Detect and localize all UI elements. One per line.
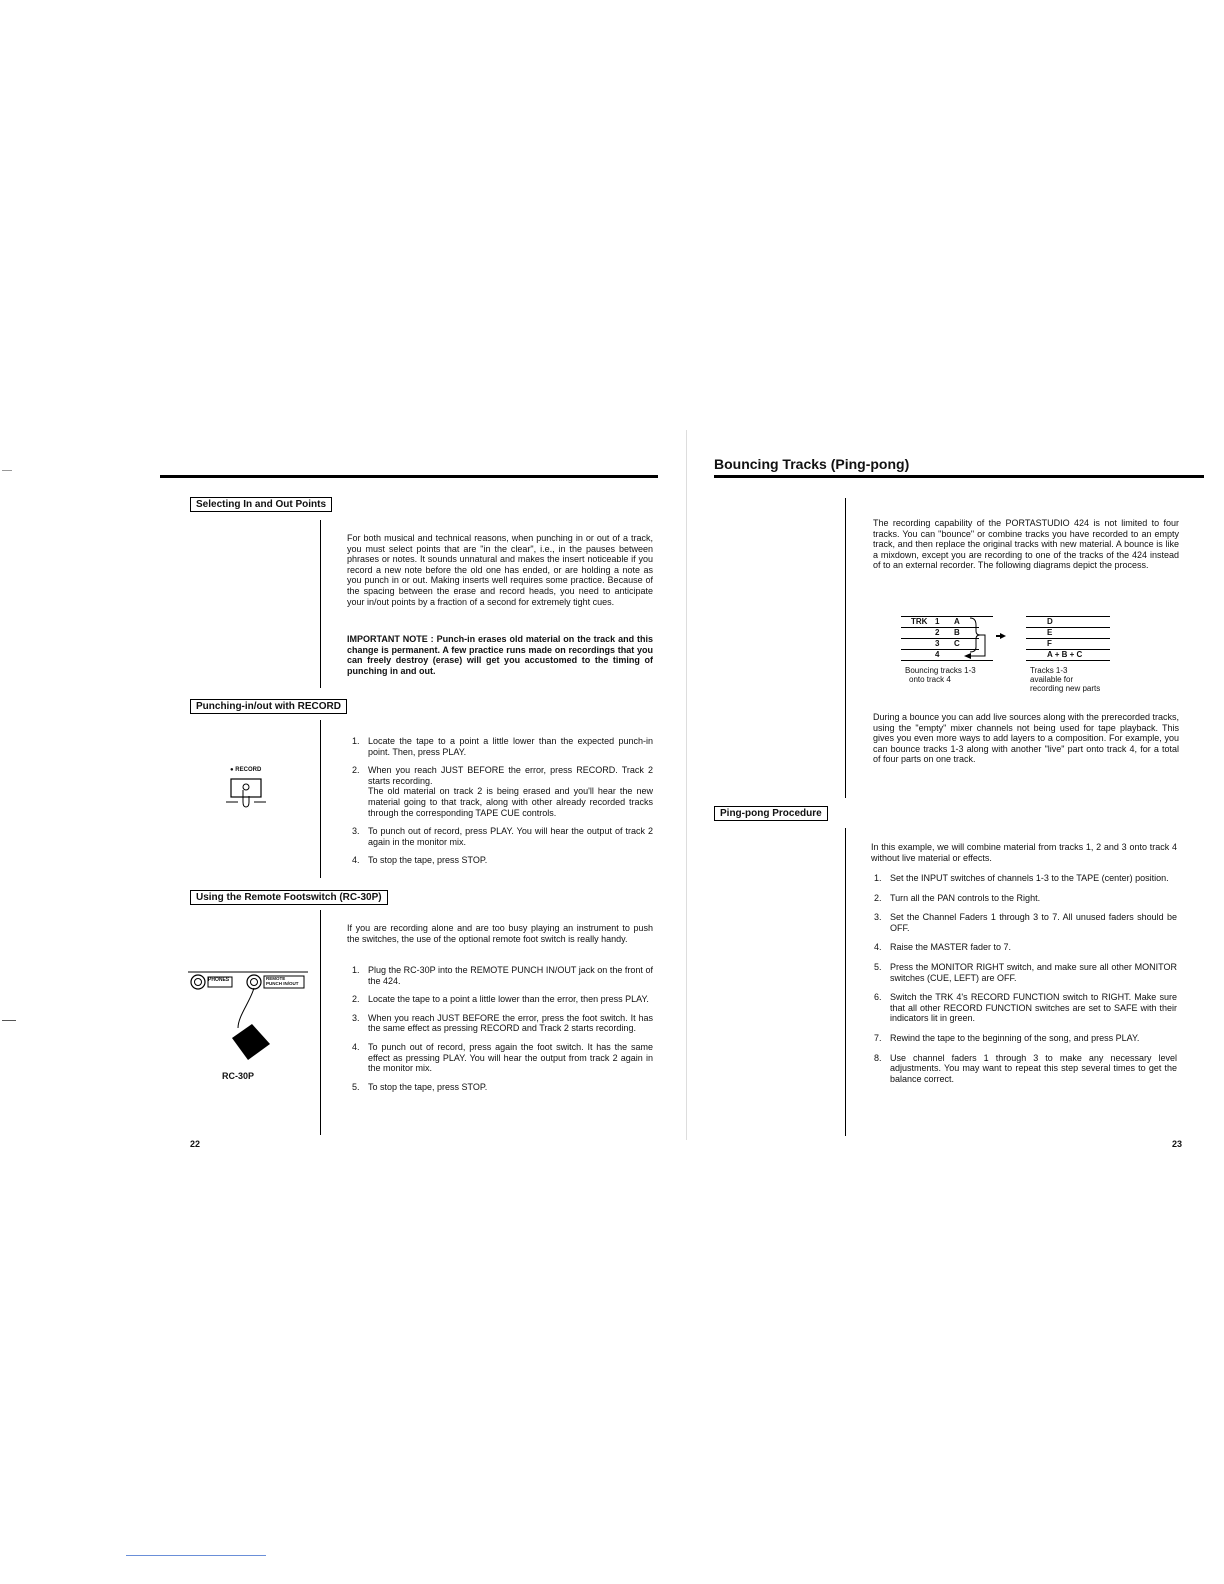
track-content: C bbox=[954, 639, 960, 648]
list-item bbox=[874, 873, 1177, 884]
list-item bbox=[352, 765, 653, 818]
list-item bbox=[874, 962, 1177, 983]
step-text: Set the INPUT switches of channels 1-3 to the TAPE (center) position. bbox=[890, 873, 1169, 883]
title-main: Bouncing Tracks bbox=[714, 456, 827, 472]
bounce-bracket-icon bbox=[960, 617, 1020, 663]
paragraph: For both musical and technical reasons, when punching in or out of a track, you must select points that are "in the clear", i.e., in the pauses between phrases or notes. It sounds unnatural and makes the insert noticeable if you record a new note before the old one has ended, or are holding a note as you punch in or out. Making inserts well requires some practice. Because of the spacing between the erase and record heads, you need to anticipate your in/out points by a fraction of a second for extremely tight cues. bbox=[347, 533, 653, 607]
step-text: Switch the TRK 4's RECORD FUNCTION switch to RIGHT. Make sure that all other RECORD FUNCTION switches are set to SAFE with their indicators lit in green. bbox=[890, 992, 1177, 1024]
list-item bbox=[874, 912, 1177, 933]
step-number: 5. bbox=[874, 961, 882, 972]
track-number: 3 bbox=[935, 639, 940, 648]
step-number: 3. bbox=[874, 912, 882, 923]
step-text: Plug the RC-30P into the REMOTE PUNCH IN/OUT jack on the front of the 424. bbox=[368, 965, 653, 986]
header-rule bbox=[714, 475, 1204, 478]
column-divider bbox=[320, 720, 321, 878]
left-caption bbox=[905, 666, 976, 684]
list-item bbox=[352, 994, 653, 1005]
step-text: Locate the tape to a point a little lower than the error, then press PLAY. bbox=[368, 994, 649, 1005]
margin-mark bbox=[2, 470, 12, 471]
record-label: ● RECORD bbox=[230, 767, 262, 773]
remote-label-line: REMOTE bbox=[266, 976, 286, 981]
step-number: 1. bbox=[352, 736, 360, 746]
step-text: When you reach JUST BEFORE the error, press the foot switch. It has the same effect as pressing RECORD and Track 2 starts recording. bbox=[368, 1012, 653, 1034]
section-heading-selecting: Selecting In and Out Points bbox=[190, 497, 332, 512]
pedal-label: RC-30P bbox=[222, 1071, 255, 1081]
step-text: Press the MONITOR RIGHT switch, and make sure all other MONITOR switches (CUE, LEFT) are OFF. bbox=[890, 961, 1177, 983]
track-number: 4 bbox=[935, 650, 940, 659]
section-heading-footswitch: Using the Remote Footswitch (RC-30P) bbox=[190, 890, 388, 905]
track-content: E bbox=[1047, 628, 1053, 637]
list-item bbox=[352, 1013, 653, 1034]
remote-label-line: PUNCH IN/OUT bbox=[266, 981, 299, 986]
scan-artifact-line bbox=[126, 1555, 266, 1556]
step-number: 2. bbox=[352, 994, 360, 1005]
page-number: 23 bbox=[1172, 1139, 1183, 1149]
phones-label: PHONES bbox=[208, 977, 230, 983]
list-item bbox=[874, 893, 1177, 904]
track-number: 2 bbox=[935, 628, 940, 637]
list-item bbox=[352, 855, 653, 866]
column-divider bbox=[845, 828, 846, 1136]
list-item bbox=[352, 736, 653, 757]
step-number: 5. bbox=[352, 1081, 360, 1092]
diagram-line bbox=[1026, 660, 1110, 661]
list-item bbox=[874, 942, 1177, 953]
important-note: IMPORTANT NOTE : Punch-in erases old material on the track and this change is permanent. A few practice runs made on recordings that you can freely destroy (erase) will get you accustomed to the timing of punching in and out. bbox=[347, 634, 653, 676]
track-content: A bbox=[954, 617, 960, 626]
section-heading-procedure: Ping-pong Procedure bbox=[714, 806, 828, 821]
list-item bbox=[352, 1082, 653, 1093]
step-number: 2. bbox=[874, 892, 882, 903]
column-divider bbox=[320, 520, 321, 688]
step-number: 6. bbox=[874, 992, 882, 1003]
step-number: 4. bbox=[352, 1041, 360, 1052]
column-divider bbox=[320, 910, 321, 1135]
step-number: 7. bbox=[874, 1032, 882, 1043]
list-item bbox=[874, 1053, 1177, 1085]
step-number: 3. bbox=[352, 1012, 360, 1023]
caption-line: recording new parts bbox=[1030, 684, 1101, 693]
diagram-line bbox=[1026, 627, 1110, 628]
step-number: 1. bbox=[874, 873, 882, 883]
track-number: 1 bbox=[935, 617, 940, 626]
title-sub: (Ping-pong) bbox=[830, 456, 910, 472]
paragraph: During a bounce you can add live sources along with the prerecorded tracks, using the "empty" mixer channels not being used for tape playback. This gives you even more ways to add layers to a composition. For example, you can bounce tracks 1-3 along with another "live" part onto track 4, for a total of four parts on one track. bbox=[873, 712, 1179, 765]
section-heading-punching: Punching-in/out with RECORD bbox=[190, 699, 347, 714]
caption-line: Bouncing tracks 1-3 bbox=[905, 666, 976, 675]
gutter-line bbox=[686, 430, 687, 1140]
step-text: Set the Channel Faders 1 through 3 to 7. All unused faders should be OFF. bbox=[890, 912, 1177, 933]
page-number: 22 bbox=[190, 1139, 201, 1149]
step-number: 4. bbox=[874, 942, 882, 953]
list-item bbox=[352, 826, 653, 847]
caption-line: Tracks 1-3 bbox=[1030, 666, 1068, 675]
record-button-icon bbox=[226, 776, 266, 816]
step-number: 1. bbox=[352, 965, 360, 975]
trk-header: TRK bbox=[911, 617, 928, 626]
step-text: When you reach JUST BEFORE the error, press RECORD. Track 2 starts recording. bbox=[368, 765, 653, 786]
list-item bbox=[352, 1042, 653, 1074]
step-text-extra: The old material on track 2 is being erased and you'll hear the new material going to that track, along with other already recorded tracks through the corresponding TAPE CUE controls. bbox=[368, 786, 653, 818]
step-number: 2. bbox=[352, 765, 360, 776]
step-text: To punch out of record, press again the foot switch. It has the same effect as pressing PLAY. You will hear the output from track 2 again in the monitor mix. bbox=[368, 1041, 653, 1074]
track-content: B bbox=[954, 628, 960, 637]
intro-paragraph: The recording capability of the PORTASTUDIO 424 is not limited to four tracks. You can "bounce" or combine tracks you have recorded to an empty track, and then replace the original tracks with new material. A bounce is like a mixdown, except you are recording to one of the tracks of the 424 instead of to an external recorder. The following diagrams depict the process. bbox=[873, 518, 1179, 571]
step-text: Raise the MASTER fader to 7. bbox=[890, 942, 1012, 953]
footswitch-steps bbox=[352, 965, 653, 1092]
list-item bbox=[874, 1033, 1177, 1044]
track-content: A + B + C bbox=[1047, 650, 1083, 659]
step-text: To punch out of record, press PLAY. You will hear the output of track 2 again in the monitor mix. bbox=[368, 826, 653, 847]
list-item bbox=[352, 965, 653, 986]
step-number: 8. bbox=[874, 1052, 882, 1063]
diagram-line bbox=[1026, 616, 1110, 617]
caption-line: onto track 4 bbox=[909, 675, 951, 684]
step-number: 4. bbox=[352, 855, 360, 866]
paragraph: If you are recording alone and are too busy playing an instrument to push the switches, the use of the optional remote foot switch is really handy. bbox=[347, 923, 653, 944]
step-text: To stop the tape, press STOP. bbox=[368, 1081, 488, 1092]
diagram-line bbox=[1026, 638, 1110, 639]
step-text: To stop the tape, press STOP. bbox=[368, 855, 488, 866]
header-rule bbox=[160, 475, 658, 478]
column-divider bbox=[845, 498, 846, 798]
track-content: F bbox=[1047, 639, 1052, 648]
procedure-steps bbox=[874, 873, 1177, 1084]
list-item bbox=[874, 992, 1177, 1024]
track-content: D bbox=[1047, 617, 1053, 626]
margin-mark bbox=[2, 1020, 16, 1021]
step-number: 3. bbox=[352, 826, 360, 837]
page-title bbox=[714, 456, 909, 472]
step-text: Use channel faders 1 through 3 to make any necessary level adjustments. You may want to repeat this step several times to get the balance correct. bbox=[890, 1052, 1177, 1084]
right-caption bbox=[1030, 666, 1100, 693]
step-text: Rewind the tape to the beginning of the song, and press PLAY. bbox=[890, 1032, 1140, 1043]
caption-line: available for bbox=[1030, 675, 1074, 684]
step-text: Turn all the PAN controls to the Right. bbox=[890, 892, 1041, 903]
punch-steps bbox=[352, 736, 653, 866]
remote-jack-label bbox=[266, 976, 299, 986]
step-text: Locate the tape to a point a little lower than the expected punch-in point. Then, press PLAY. bbox=[368, 736, 653, 757]
procedure-intro: In this example, we will combine material from tracks 1, 2 and 3 onto track 4 without live material or effects. bbox=[871, 842, 1177, 863]
